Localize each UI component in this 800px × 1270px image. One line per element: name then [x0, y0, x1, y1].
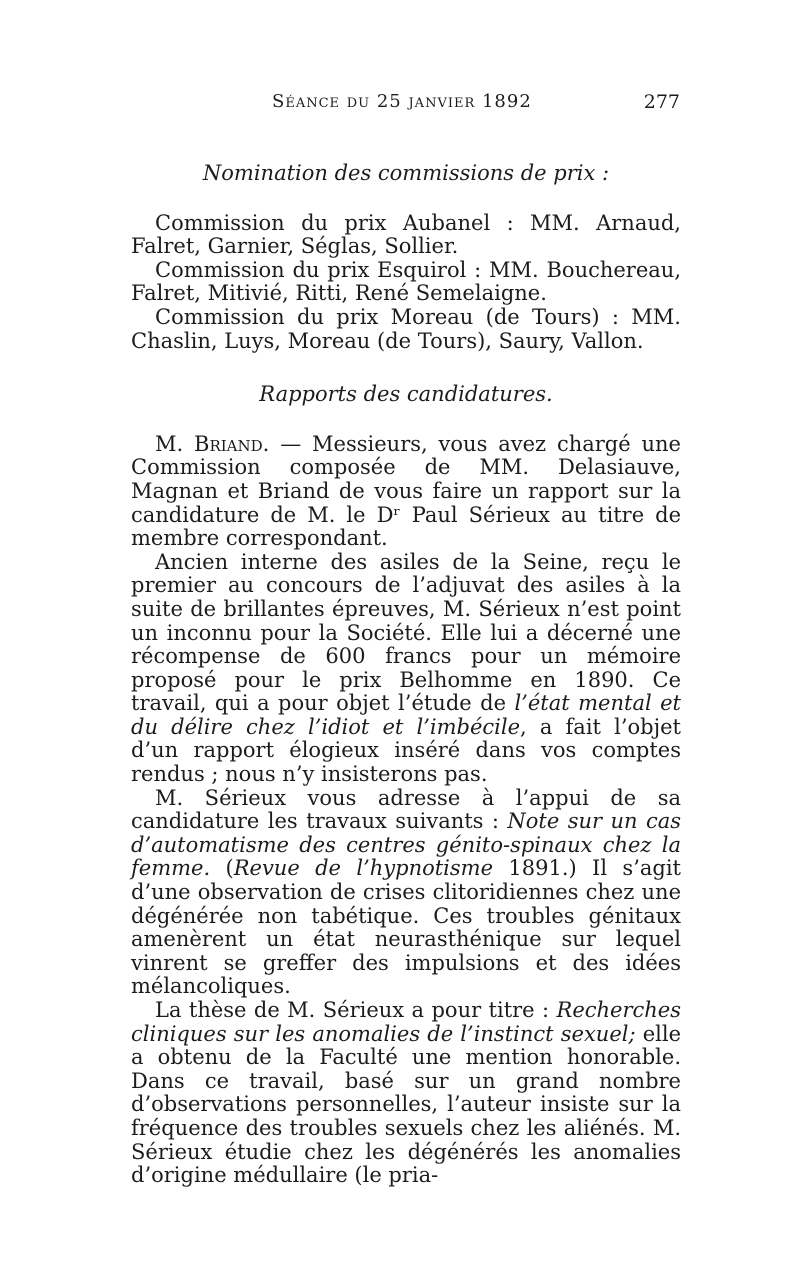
paragraph-briand-report	[131, 433, 681, 551]
paragraph-thesis	[131, 999, 681, 1188]
thesis-title: Recherches cliniques sur les anomalies de l’instinct sexuel;	[131, 998, 681, 1046]
paragraph-text: elle a obtenu de la Faculté une mention honorable. Dans ce travail, basé sur un grand nombre d’observations personnelles, l’auteur insiste sur la fréquence des troubles sexuels chez les aliénés. M. Sérieux étudie chez les dégénérés les anomalies d’origine médullaire (le pria-	[131, 1021, 681, 1188]
work-title: l’état mental et du délire chez l’idiot et l’imbécile	[131, 691, 681, 739]
paragraph-text: , a fait l’objet d’un rapport élogieux inséré dans vos comptes rendus ; nous n’y insisterons pas.	[131, 714, 681, 787]
work-title: Note sur un cas d’automatisme des centres génito-spinaux chez la femme.	[131, 809, 682, 881]
page-number: 277	[643, 91, 680, 113]
body-text	[131, 162, 681, 1188]
paragraph-prix-esquirol: Commission du prix Esquirol : MM. Bouchereau, Falret, Mitivié, Ritti, René Semelaigne.	[131, 257, 681, 306]
section-title-rapports: Rapports des candidatures.	[259, 382, 553, 407]
paragraph-text: — Messieurs, vous avez chargé une Commission composée de MM. Delasiauve, Magnan et Briand de vous faire un rapport sur la candidature de M. le Dʳ Paul Sérieux au titre de membre correspondant.	[131, 431, 681, 551]
paragraph-prix-moreau: Commission du prix Moreau (de Tours) : MM. Chaslin, Luys, Moreau (de Tours), Saury, Vallon.	[131, 304, 681, 353]
journal-title: Revue de l’hypnotisme	[233, 856, 494, 881]
paragraph-text: M. Sérieux vous adresse à l’appui de sa candidature les travaux suivants :	[131, 785, 681, 834]
paragraph-text: La thèse de M. Sérieux a pour titre :	[155, 998, 557, 1022]
paragraph-text: (	[210, 856, 234, 881]
paragraph-text: Ancien interne des asiles de la Seine, reçu le premier au concours de l’adjuvat des asiles à la suite de brillantes épreuves, M. Sérieux n’est point un inconnu pour la Société. Elle lui a décerné une récompense de 600 francs pour un mémoire proposé pour le prix Belhomme en 1890. Ce travail, qui a pour objet l’étude de	[131, 549, 681, 716]
paragraph-works	[131, 787, 681, 999]
speaker-name: M. Briand.	[155, 431, 270, 456]
page-header	[132, 91, 680, 121]
paragraph-text: 1891.) Il s’agit d’une observation de crises clitoridiennes chez une dégénérée non tabétique. Ces troubles génitaux amenèrent un état neurasthénique sur lequel vinrent se greffer des impulsions et des idées mélancoliques.	[131, 856, 681, 999]
running-title: Séance du 25 janvier 1892	[272, 91, 532, 112]
paragraph-career	[131, 551, 681, 787]
paragraph-prix-aubanel: Commission du prix Aubanel : MM. Arnaud, Falret, Garnier, Séglas, Sollier.	[131, 210, 681, 259]
section-title-nominations: Nomination des commissions de prix :	[202, 161, 610, 185]
